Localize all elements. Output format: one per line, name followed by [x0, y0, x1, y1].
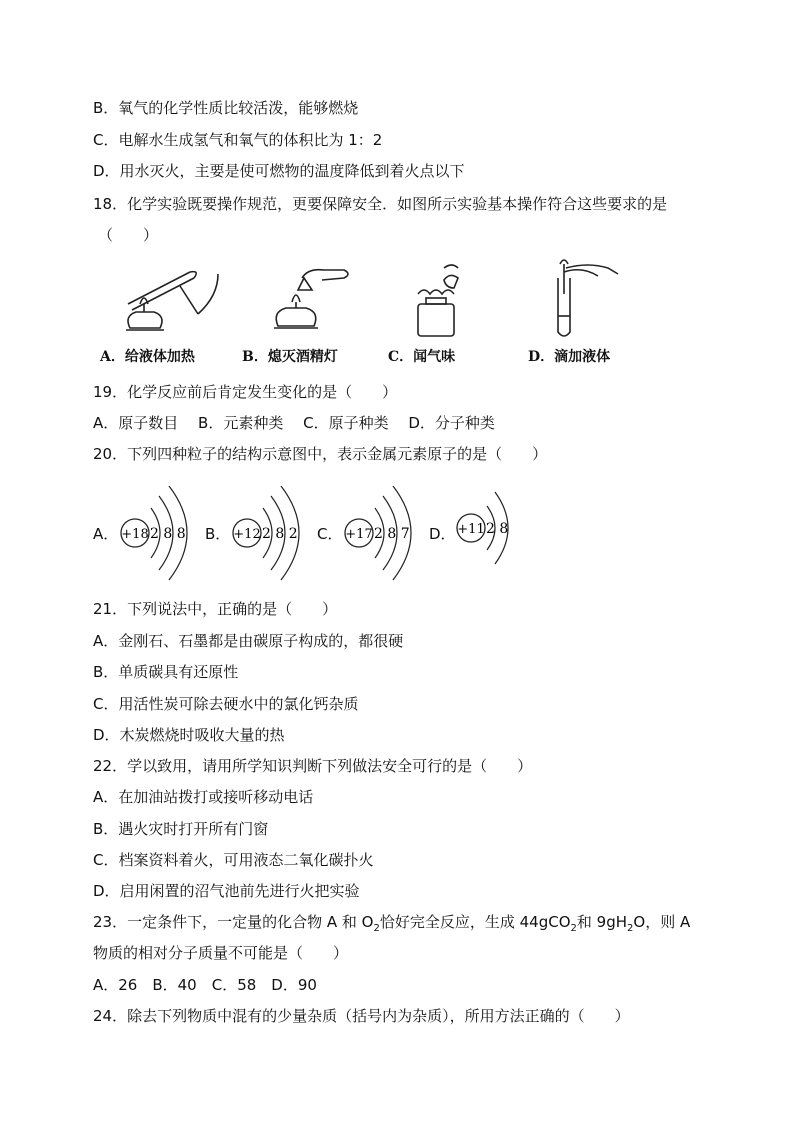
caption-a: A．给液体加热	[100, 349, 195, 365]
q17-option-d: D．用水灭火，主要是使可燃物的温度降低到着火点以下	[93, 162, 465, 180]
atom-option-d	[429, 478, 529, 588]
q21-option-b: B．单质碳具有还原性	[93, 663, 239, 681]
q23-stem-part1: 23．一定条件下，一定量的化合物 A 和 O	[93, 913, 374, 931]
atom-b-diagram	[229, 478, 319, 588]
q23-sub2: 2	[570, 923, 577, 934]
atom-c-diagram	[341, 478, 431, 588]
figure-extinguish-lamp	[242, 258, 372, 370]
atom-a-nucleus: +18	[121, 527, 149, 542]
q17-option-c: C．电解水生成氢气和氧气的体积比为 1：2	[93, 131, 383, 149]
caption-d: D．滴加液体	[528, 349, 611, 365]
q22-option-d: D．启用闲置的沼气池前先进行火把实验	[93, 882, 360, 900]
atom-c-label: C．	[317, 525, 343, 543]
atom-option-a	[93, 478, 205, 588]
q18-answer-paren: （ ）	[98, 226, 159, 244]
q23-stem	[93, 912, 690, 939]
q22-option-b: B．遇火灾时打开所有门窗	[93, 820, 269, 838]
q23-options: A．26 B．40 C．58 D．90	[93, 976, 317, 994]
q19-stem: 19．化学反应前后肯定发生变化的是（ ）	[93, 383, 398, 401]
q21-option-c: C．用活性炭可除去硬水中的氯化钙杂质	[93, 695, 359, 713]
q18-stem: 18．化学实验既要操作规范，更要保障安全．如图所示实验基本操作符合这些要求的是	[93, 195, 668, 213]
q17-option-b: B．氧气的化学性质比较活泼，能够燃烧	[93, 99, 359, 117]
atom-option-b	[205, 478, 317, 588]
caption-b: B．熄灭酒精灯	[242, 349, 338, 365]
atom-a-diagram	[117, 478, 207, 588]
caption-c: C．闻气味	[388, 349, 456, 365]
atom-option-c	[317, 478, 429, 588]
q22-option-a: A．在加油站拨打或接听移动电话	[93, 788, 314, 806]
q23-stem-part2: 恰好完全反应，生成 44gCO	[379, 913, 571, 931]
q21-option-a: A．金刚石、石墨都是由碳原子构成的，都很硬	[93, 632, 404, 650]
atom-b-shells: 2 8 2	[262, 526, 298, 542]
alcohol-lamp-icon	[252, 258, 362, 340]
atom-a-label: A．	[93, 525, 119, 543]
q24-stem: 24．除去下列物质中混有的少量杂质（括号内为杂质），所用方法正确的（ ）	[93, 1007, 630, 1025]
q20-stem: 20．下列四种粒子的结构示意图中，表示金属元素原子的是（ ）	[93, 445, 548, 463]
atom-c-shells: 2 8 7	[374, 526, 410, 542]
atom-b-nucleus: +12	[233, 527, 261, 542]
q21-stem: 21．下列说法中，正确的是（ ）	[93, 600, 338, 618]
q22-stem: 22．学以致用，请用所学知识判断下列做法安全可行的是（ ）	[93, 757, 533, 775]
smell-gas-icon	[398, 258, 508, 340]
q21-option-d: D．木炭燃烧时吸收大量的热	[93, 726, 285, 744]
atom-d-label: D．	[429, 525, 456, 543]
q23-stem-line2: 物质的相对分子质量不可能是（ ）	[93, 944, 349, 962]
heating-liquid-icon	[110, 258, 220, 340]
figure-smell-gas	[388, 258, 518, 370]
figure-add-liquid	[528, 258, 658, 370]
q23-stem-part4: O，则 A	[633, 913, 691, 931]
q23-sub3: 2	[627, 923, 634, 934]
atom-c-nucleus: +17	[345, 527, 373, 542]
q23-stem-part3: 和 9gH	[576, 913, 628, 931]
atom-d-diagram	[453, 478, 529, 588]
atom-d-shells: 2 8	[486, 521, 509, 537]
test-tube-dropper-icon	[538, 258, 648, 340]
atom-d-nucleus: +11	[457, 522, 485, 537]
atom-b-label: B．	[205, 525, 231, 543]
q19-options: A．原子数目 B．元素种类 C．原子种类 D．分子种类	[93, 414, 495, 432]
q20-atom-diagrams	[93, 478, 533, 588]
q18-figure	[100, 258, 660, 370]
figure-heating-liquid	[100, 258, 230, 370]
q23-sub1: 2	[373, 923, 380, 934]
q22-option-c: C．档案资料着火，可用液态二氧化碳扑火	[93, 851, 374, 869]
atom-a-shells: 2 8 8	[150, 526, 186, 542]
